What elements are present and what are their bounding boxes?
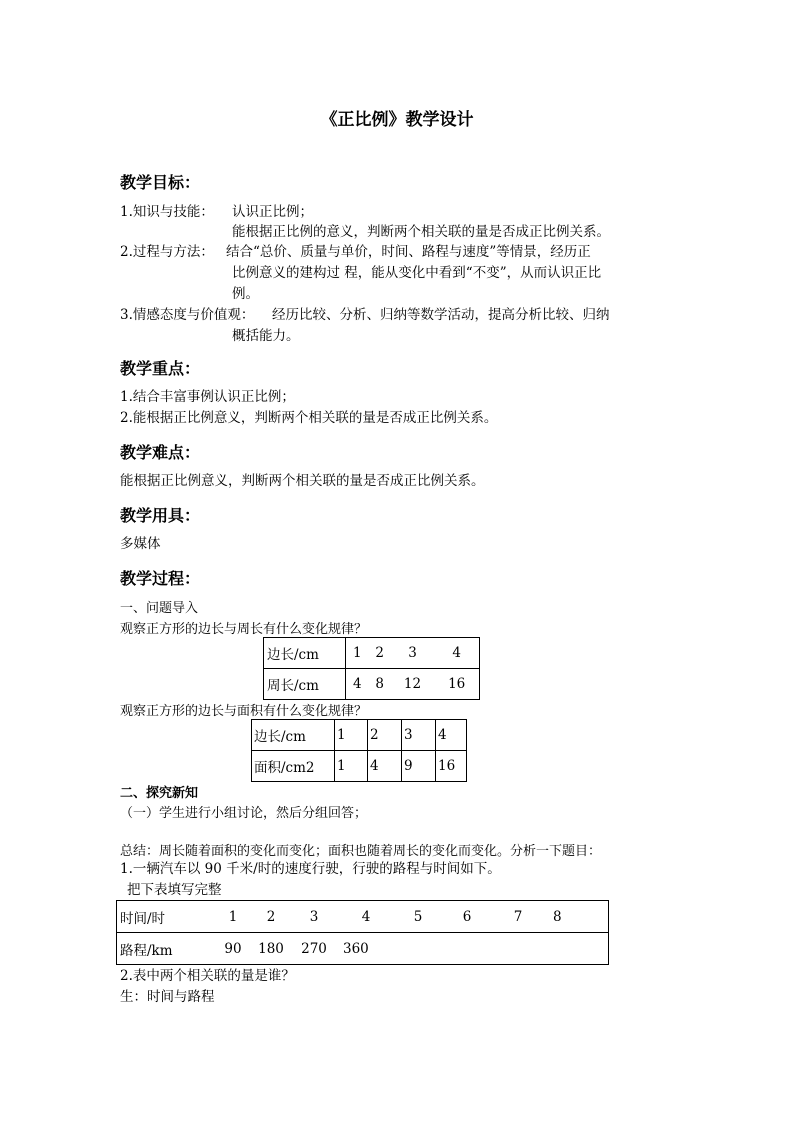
goal-2-text-3: 例。	[232, 286, 259, 302]
table-cell: 7	[493, 901, 543, 933]
table-row	[117, 933, 609, 965]
table-row	[264, 669, 480, 700]
page-title: 《正比例》教学设计	[320, 110, 474, 130]
table-cell	[543, 933, 609, 965]
tools-heading: 教学用具：	[120, 506, 201, 525]
question-2: 观察正方形的边长与面积有什么变化规律？	[120, 704, 368, 719]
table-cell: 4	[337, 901, 395, 933]
fill-prompt: 把下表填写完整	[127, 882, 222, 898]
table-row	[117, 901, 609, 933]
table-row	[252, 720, 467, 751]
table-cell: 360	[337, 933, 395, 965]
table-cell: 3	[291, 901, 337, 933]
table-cell: 8	[369, 669, 391, 700]
table-row	[264, 638, 480, 669]
goal-1-text-2: 能根据正比例的意义，判断两个相关联的量是否成正比例关系。	[232, 224, 610, 240]
table-cell: 边长/cm	[264, 638, 346, 669]
perimeter-table	[263, 637, 480, 700]
difficulties-heading: 教学难点：	[120, 443, 201, 462]
table-cell: 6	[441, 901, 493, 933]
difficulty-1: 能根据正比例意义，判断两个相关联的量是否成正比例关系。	[120, 473, 485, 489]
sub-section-1: （一）学生进行小组讨论，然后分组回答；	[120, 806, 368, 821]
table-cell: 2	[251, 901, 291, 933]
table-cell: 时间/时	[117, 901, 216, 933]
table-cell: 4	[434, 638, 479, 669]
table-cell: 16	[434, 669, 479, 700]
table-cell: 周长/cm	[264, 669, 346, 700]
table-cell	[441, 933, 493, 965]
table-row	[252, 751, 467, 782]
section-1-heading: 一、问题导入	[120, 601, 199, 616]
table-cell: 1	[335, 751, 368, 782]
table-cell: 4	[368, 751, 402, 782]
answer: 生：时间与路程	[120, 989, 215, 1005]
table-cell: 180	[251, 933, 291, 965]
key-point-1: 1.结合丰富事例认识正比例；	[120, 389, 295, 405]
goal-2-text-2: 比例意义的建构过 程，能从变化中看到“不变”，从而认识正比	[232, 265, 602, 281]
goal-1-label: 1.知识与技能：	[120, 204, 214, 220]
table-cell: 16	[436, 751, 467, 782]
goals-heading: 教学目标：	[120, 173, 201, 192]
table-cell: 270	[291, 933, 337, 965]
table-cell: 5	[395, 901, 441, 933]
table-cell: 面积/cm2	[252, 751, 335, 782]
table-cell: 2	[369, 638, 391, 669]
table-cell: 2	[368, 720, 402, 751]
table-cell: 3	[391, 638, 435, 669]
problem-1: 1.一辆汽车以 90 千米/时的速度行驶，行驶的路程与时间如下。	[120, 861, 501, 877]
table-cell: 路程/km	[117, 933, 216, 965]
tools-line: 多媒体	[120, 536, 161, 552]
section-2-heading: 二、探究新知	[120, 786, 199, 801]
table-cell	[493, 933, 543, 965]
key-point-2: 2.能根据正比例意义，判断两个相关联的量是否成正比例关系。	[120, 410, 498, 426]
distance-table	[116, 900, 609, 965]
process-heading: 教学过程：	[120, 569, 201, 588]
table-cell: 90	[215, 933, 251, 965]
goal-3-text-2: 概括能力。	[232, 328, 300, 344]
table-cell: 3	[402, 720, 436, 751]
table-cell: 4	[346, 669, 369, 700]
table-cell: 1	[335, 720, 368, 751]
table-cell: 1	[215, 901, 251, 933]
table-cell: 4	[436, 720, 467, 751]
goal-3-text-1: 经历比较、分析、归纳等数学活动，提高分析比较、归纳	[272, 307, 610, 323]
summary: 总结：周长随着面积的变化而变化；面积也随着周长的变化而变化。分析一下题目：	[120, 844, 602, 859]
question-1: 观察正方形的边长与周长有什么变化规律？	[120, 622, 368, 637]
table-cell: 边长/cm	[252, 720, 335, 751]
table-cell	[395, 933, 441, 965]
goal-3-label: 3.情感态度与价值观：	[120, 307, 255, 323]
table-cell: 8	[543, 901, 609, 933]
goal-2-label: 2.过程与方法：	[120, 244, 214, 260]
problem-2: 2.表中两个相关联的量是谁？	[120, 968, 295, 984]
table-cell: 9	[402, 751, 436, 782]
table-cell: 1	[346, 638, 369, 669]
goal-1-text-1: 认识正比例；	[232, 204, 313, 220]
area-table	[251, 719, 467, 782]
goal-2-text-1: 结合“总价、质量与单价，时间、路程与速度”等情景，经历正	[226, 244, 591, 260]
key-points-heading: 教学重点：	[120, 359, 201, 378]
table-cell: 12	[391, 669, 435, 700]
